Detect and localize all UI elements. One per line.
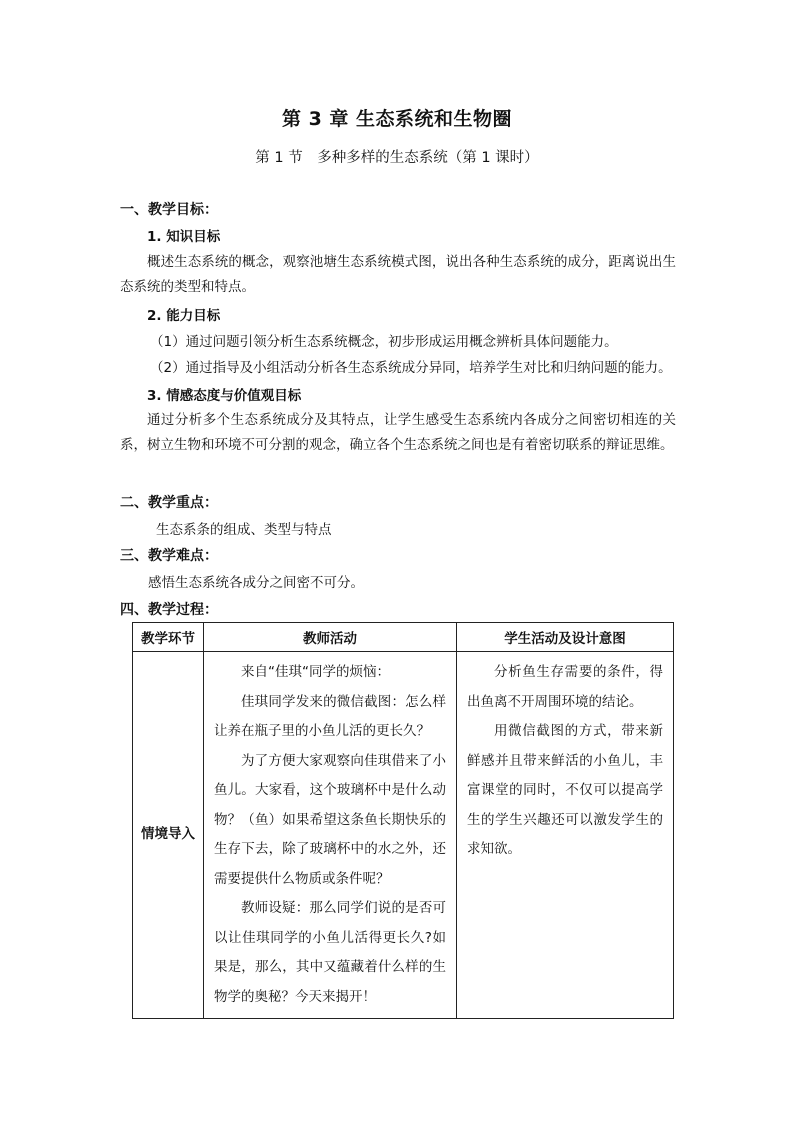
header-stage: 教学环节 xyxy=(133,623,204,652)
stage-cell: 情境导入 xyxy=(133,652,204,1019)
process-heading: 四、教学过程： xyxy=(120,602,218,618)
table-row xyxy=(133,652,674,1019)
key-text: 生态系条的组成、类型与特点 xyxy=(156,522,332,538)
knowledge-text: 概述生态系统的概念，观察池塘生态系统模式图，说出各种生态系统的成分，距离说出生态系统的类型和特点。 xyxy=(120,254,676,295)
header-student: 学生活动及设计意图 xyxy=(457,623,674,652)
emotion-heading: 3. 情感态度与价值观目标 xyxy=(147,388,302,404)
ability-item: （2）通过指导及小组活动分析各生态系统成分异同，培养学生对比和归纳问题的能力。 xyxy=(150,360,672,376)
key-heading: 二、教学重点： xyxy=(120,495,218,511)
student-paragraph: 用微信截图的方式，带来新鲜感并且带来鲜活的小鱼儿，丰富课堂的同时，不仅可以提高学生的学生兴趣还可以激发学生的求知欲。 xyxy=(467,723,663,857)
chapter-title: 第 3 章 生态系统和生物圈 xyxy=(281,108,513,130)
emotion-text: 通过分析多个生态系统成分及其特点，让学生感受生态系统内各成分之间密切相连的关系，树立生物和环境不可分割的观念，确立各个生态系统之间也是有着密切联系的辩证思维。 xyxy=(120,412,676,453)
section-subtitle: 第 1 节 多种多样的生态系统（第 1 课时） xyxy=(255,150,539,166)
student-paragraph: 分析鱼生存需要的条件，得出鱼离不开周围环境的结论。 xyxy=(467,664,663,710)
goals-heading: 一、教学目标： xyxy=(120,202,218,218)
difficulty-heading: 三、教学难点： xyxy=(120,548,218,564)
difficulty-text: 感悟生态系统各成分之间密不可分。 xyxy=(148,575,364,591)
table-header-row xyxy=(133,623,674,652)
teacher-paragraph: 教师设疑：那么同学们说的是否可以让佳琪同学的小鱼儿活得更长久?如果是，那么，其中又蕴藏着什么样的生物学的奥秘？今天来揭开！ xyxy=(214,900,446,1005)
ability-item: （1）通过问题引领分析生态系统概念，初步形成运用概念辨析具体问题能力。 xyxy=(150,334,618,350)
knowledge-heading: 1. 知识目标 xyxy=(147,229,221,245)
teacher-paragraph: 为了方便大家观察向佳琪借来了小鱼儿。大家看，这个玻璃杯中是什么动物？（鱼）如果希望这条鱼长期快乐的生存下去，除了玻璃杯中的水之外，还需要提供什么物质或条件呢？ xyxy=(214,752,446,887)
teacher-activity-cell xyxy=(204,652,457,1019)
teacher-paragraph: 佳琪同学发来的微信截图：怎么样让养在瓶子里的小鱼儿活的更长久？ xyxy=(214,693,446,739)
process-table xyxy=(132,622,674,1019)
student-activity-cell xyxy=(457,652,674,1019)
header-teacher: 教师活动 xyxy=(204,623,457,652)
ability-heading: 2. 能力目标 xyxy=(147,308,221,324)
teacher-paragraph: 来自“佳琪“同学的烦恼： xyxy=(241,664,390,680)
